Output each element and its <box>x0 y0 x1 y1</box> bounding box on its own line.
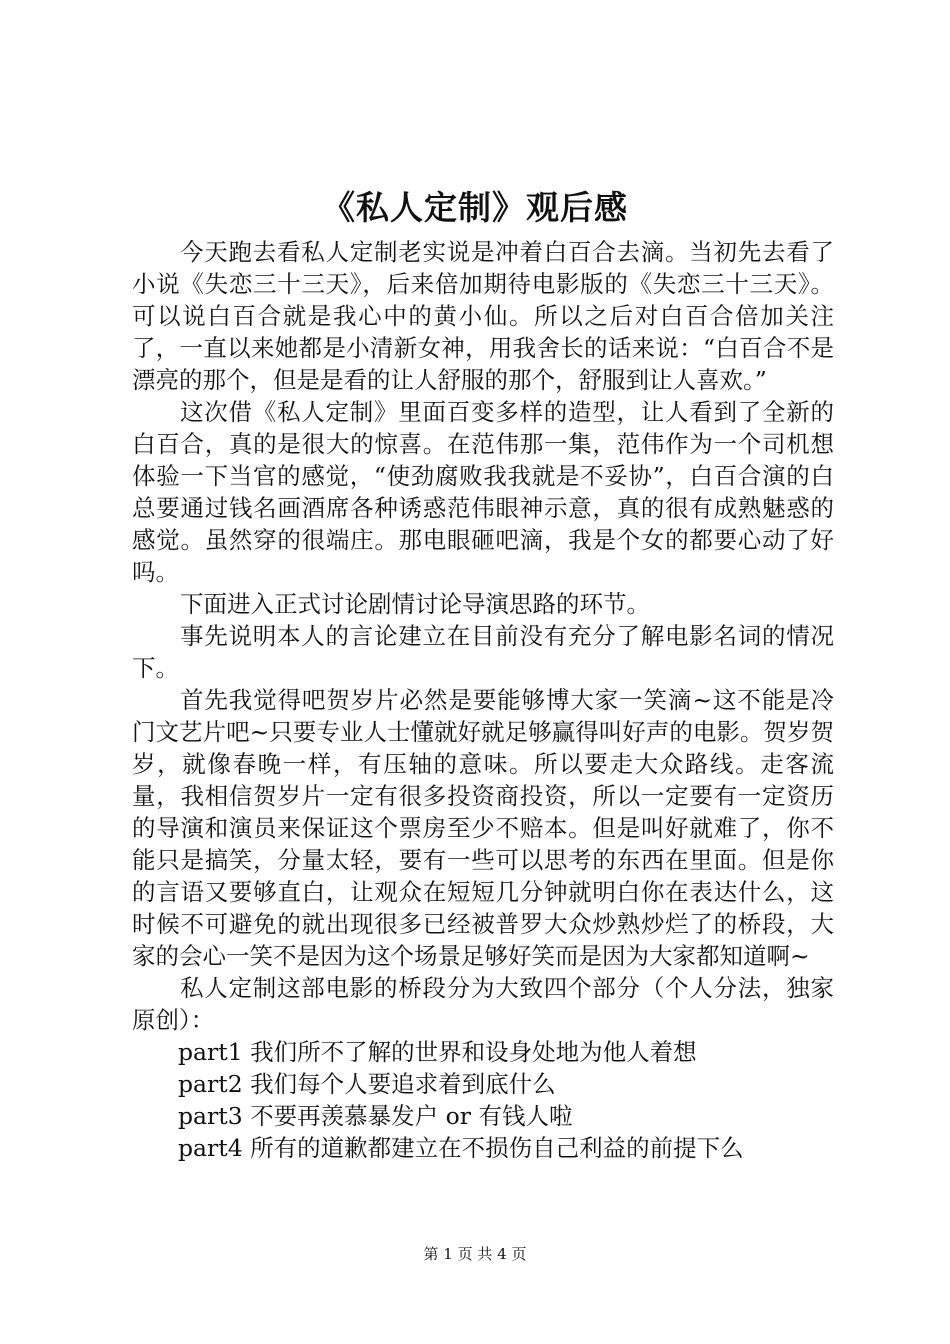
paragraph: 今天跑去看私人定制老实说是冲着白百合去滴。当初先去看了小说《失恋三十三天》，后来倍加期待电影版的《失恋三十三天》。可以说白百合就是我心中的黄小仙。所以之后对白百合倍加关注了，一直以来她都是小清新女神，用我舍长的话来说：“白百合不是漂亮的那个，但是是看的让人舒服的那个，舒服到让人喜欢。” <box>132 238 834 394</box>
paragraph: 首先我觉得吧贺岁片必然是要能够博大家一笑滴~这不能是冷门文艺片吧~只要专业人士懂就好就足够赢得叫好声的电影。贺岁贺岁，就像春晚一样，有压轴的意味。所以要走大众路线。走客流量，我相信贺岁片一定有很多投资商投资，所以一定要有一定资历的导演和演员来保证这个票房至少不赔本。但是叫好就难了，你不能只是搞笑，分量太轻，要有一些可以思考的东西在里面。但是你的言语又要够直白，让观众在短短几分钟就明白你在表达什么，这时候不可避免的就出现很多已经被普罗大众炒熟炒烂了的桥段，大家的会心一笑不是因为这个场景足够好笑而是因为大家都知道啊~ <box>132 686 834 970</box>
part-item: part3 不要再羡慕暴发户 or 有钱人啦 <box>178 1102 573 1130</box>
paragraph: 事先说明本人的言论建立在目前没有充分了解电影名词的情况下。 <box>132 622 834 682</box>
paragraph: 下面进入正式讨论剧情讨论导演思路的环节。 <box>180 590 650 618</box>
document-title: 《私人定制》观后感 <box>322 188 628 227</box>
paragraph: 私人定制这部电影的桥段分为大致四个部分（个人分法，独家原创）： <box>132 974 834 1034</box>
part-item: part2 我们每个人要追求着到底什么 <box>178 1070 556 1098</box>
part-item: part4 所有的道歉都建立在不损伤自己利益的前提下么 <box>178 1134 744 1162</box>
page-footer: 第 1 页 共 4 页 <box>423 1245 527 1263</box>
paragraph: 这次借《私人定制》里面百变多样的造型，让人看到了全新的白百合，真的是很大的惊喜。在范伟那一集，范伟作为一个司机想体验一下当官的感觉，“使劲腐败我我就是不妥协”，白百合演的白总要通过钱名画酒席各种诱惑范伟眼神示意，真的很有成熟魅惑的感觉。虽然穿的很端庄。那电眼砸吧滴，我是个女的都要心动了好吗。 <box>132 398 834 586</box>
document-body <box>132 236 834 1164</box>
part-item: part1 我们所不了解的世界和设身处地为他人着想 <box>178 1038 697 1066</box>
